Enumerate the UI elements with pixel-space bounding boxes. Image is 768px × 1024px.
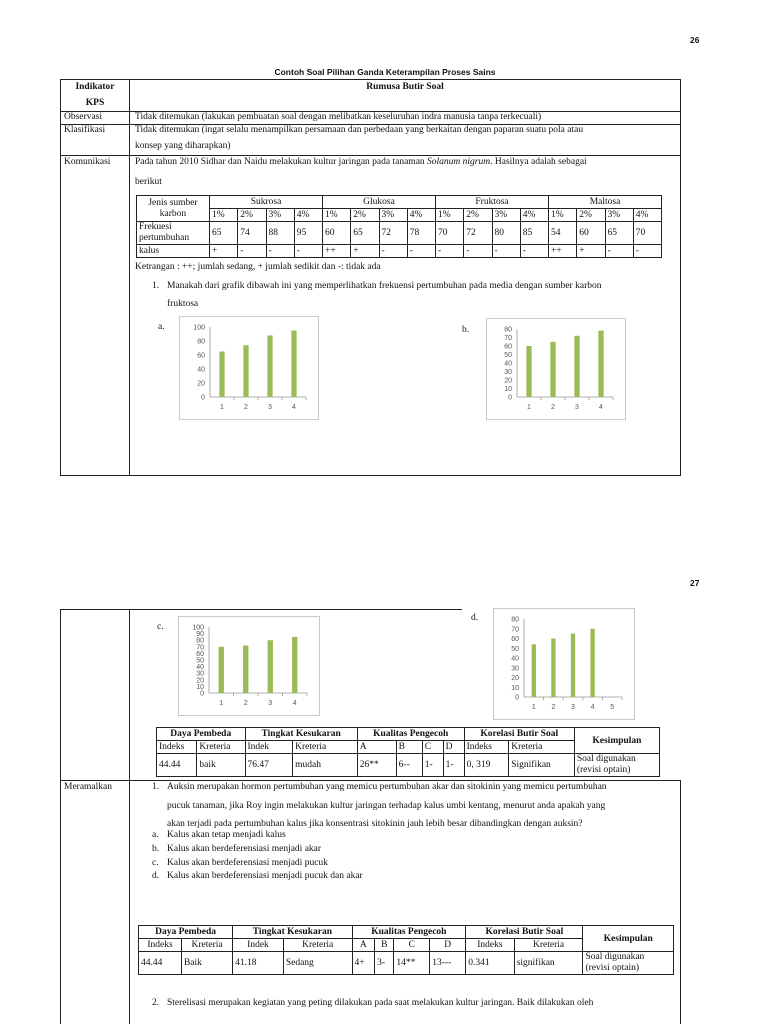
- value-indek: 76.47: [245, 754, 293, 777]
- sub-kreteria: Kreteria: [197, 741, 245, 754]
- kalus-value: -: [407, 245, 435, 258]
- cell-kalus: kalus: [137, 245, 210, 258]
- sub-d: D: [430, 939, 466, 952]
- row-label-komunikasi: Komunikasi: [64, 157, 111, 167]
- freq-value: 54: [549, 222, 577, 245]
- freq-value: 65: [210, 222, 238, 245]
- y-tick-label: 10: [196, 683, 204, 691]
- value-kreteria: signifikan: [514, 952, 583, 975]
- sub-b: B: [375, 939, 394, 952]
- x-tick-label: 2: [243, 700, 248, 707]
- value-indeks: 44.44: [139, 952, 182, 975]
- value-b: 6--: [396, 754, 422, 777]
- y-tick-label: 20: [196, 677, 204, 685]
- bar: [219, 352, 224, 398]
- y-tick-label: 70: [196, 644, 204, 652]
- y-tick-label: 80: [196, 637, 204, 645]
- kalus-value: ++: [323, 245, 351, 258]
- option-letter: c.: [152, 858, 159, 868]
- percent-cell: 4%: [633, 209, 661, 222]
- kalus-value: -: [520, 245, 548, 258]
- percent-cell: 3%: [492, 209, 520, 222]
- percent-cell: 1%: [436, 209, 464, 222]
- header-kualitas-pengecoh: Kualitas Pengecoh: [352, 926, 466, 939]
- option-letter: d.: [152, 871, 160, 881]
- y-tick-label: 50: [196, 657, 204, 665]
- y-tick-label: 60: [196, 650, 204, 658]
- y-tick-label: 40: [511, 655, 519, 663]
- group-header: Maltosa: [549, 196, 662, 209]
- y-tick-label: 70: [511, 626, 519, 634]
- value-indeks: 0, 319: [464, 754, 509, 777]
- chart-c: [178, 616, 320, 716]
- kalus-value: -: [266, 245, 294, 258]
- y-tick-label: 60: [504, 343, 512, 351]
- freq-value: 74: [238, 222, 266, 245]
- y-tick-label: 90: [196, 631, 204, 639]
- y-tick-label: 80: [504, 326, 512, 334]
- value-indeks: 0.341: [466, 952, 515, 975]
- kalus-value: -: [379, 245, 407, 258]
- sub-a: A: [357, 741, 396, 754]
- percent-cell: 3%: [379, 209, 407, 222]
- sub-b: B: [396, 741, 422, 754]
- question-meramalkan-line-3: akan terjadi pada pertumbuhan kalus jika konsentrasi sitokinin jauh lebih besar dibandingkan dengan auksin?: [167, 819, 583, 829]
- option-d-label: d.: [471, 613, 479, 623]
- x-tick-label: 1: [220, 404, 224, 411]
- value-a: 4+: [352, 952, 375, 975]
- sub-indeks: Indeks: [466, 939, 515, 952]
- sub-indek: Indek: [233, 939, 284, 952]
- chart-a: [179, 316, 319, 420]
- y-tick-label: 40: [197, 366, 205, 374]
- y-tick-label: 0: [515, 694, 519, 702]
- y-tick-label: 100: [192, 624, 204, 632]
- y-tick-label: 50: [504, 352, 512, 359]
- question-1-line-2: fruktosa: [167, 299, 199, 309]
- x-tick-label: 4: [590, 704, 595, 711]
- header-kesimpulan: Kesimpulan: [574, 728, 659, 754]
- sub-kreteria: Kreteria: [509, 741, 575, 754]
- percent-cell: 4%: [520, 209, 548, 222]
- percent-cell: 1%: [210, 209, 238, 222]
- value-indeks: 44.44: [157, 754, 197, 777]
- sub-indeks: Indeks: [139, 939, 182, 952]
- group-header: Glukosa: [323, 196, 436, 209]
- sub-indeks: Indeks: [464, 741, 509, 754]
- question-number: 1.: [152, 782, 160, 792]
- x-tick-label: 1: [531, 704, 536, 711]
- question-meramalkan-line-2: pucuk tanaman, jika Roy ingin melakukan kultur jaringan terhadap kalus umbi kentang, menurut anda apakah yang: [167, 801, 606, 811]
- freq-value: 70: [436, 222, 464, 245]
- row-text-komunikasi-2: berikut: [135, 177, 162, 187]
- freq-value: 65: [351, 222, 379, 245]
- x-tick-label: 3: [571, 704, 575, 711]
- value-kesimpulan: Soal digunakan (revisi optain): [574, 754, 659, 777]
- percent-cell: 2%: [351, 209, 379, 222]
- y-tick-label: 10: [504, 386, 512, 393]
- item-analysis-table-2: [138, 925, 674, 975]
- kalus-value: -: [294, 245, 322, 258]
- sub-kreteria: Kreteria: [181, 939, 232, 952]
- y-tick-label: 10: [511, 684, 519, 692]
- header-tingkat-kesukaran: Tingkat Kesukaran: [233, 926, 352, 939]
- x-tick-label: 3: [575, 404, 579, 411]
- y-tick-label: 60: [511, 636, 519, 643]
- group-header: Fruktosa: [436, 196, 549, 209]
- kalus-value: ++: [549, 245, 577, 258]
- bar: [590, 629, 594, 697]
- page-number: 26: [690, 35, 700, 45]
- y-tick-label: 30: [196, 670, 204, 678]
- row-text-klasifikasi-2: konsep yang diharapkan): [135, 141, 231, 151]
- document-title: Contoh Soal Pilihan Ganda Keterampilan Proses Sains: [274, 67, 496, 77]
- freq-value: 70: [633, 222, 661, 245]
- kalus-value: -: [238, 245, 266, 258]
- percent-cell: 1%: [549, 209, 577, 222]
- option-text: Kalus akan berdeferensiasi menjadi pucuk: [167, 858, 328, 868]
- value-kreteria: Sedang: [283, 952, 352, 975]
- freq-value: 72: [379, 222, 407, 245]
- value-d: 13---: [430, 952, 466, 975]
- value-b: 3-: [375, 952, 394, 975]
- cell-frekuensi: Frekuesi pertumbuhan: [137, 222, 210, 245]
- bar: [574, 336, 579, 397]
- row-text-observasi: Tidak ditemukan (lakukan pembuatan soal dengan melibatkan keseluruhan indra manusia tanpa terkecuali): [135, 112, 542, 122]
- question-meramalkan-line-1: Auksin merupakan hormon pertumbuhan yang memicu pertumbuhan akar dan sitokinin yang memicu pertumbuhan: [167, 782, 607, 792]
- option-text: Kalus akan tetap menjadi kalus: [167, 830, 286, 840]
- value-kreteria: Baik: [181, 952, 232, 975]
- x-tick-label: 1: [219, 700, 224, 707]
- bar: [243, 645, 248, 693]
- y-tick-label: 0: [508, 394, 512, 402]
- freq-value: 60: [577, 222, 605, 245]
- value-kesimpulan: Soal digunakan (revisi optain): [583, 952, 674, 975]
- bar: [598, 331, 603, 397]
- sub-a: A: [352, 939, 375, 952]
- sub-indeks: Indeks: [157, 741, 197, 754]
- page-number: 27: [690, 578, 700, 588]
- y-tick-label: 70: [504, 335, 512, 342]
- y-tick-label: 80: [511, 616, 519, 624]
- x-tick-label: 2: [551, 404, 555, 411]
- header-daya-pembeda: Daya Pembeda: [139, 926, 233, 939]
- header-korelasi: Korelasi Butir Soal: [466, 926, 583, 939]
- freq-value: 60: [323, 222, 351, 245]
- y-tick-label: 50: [511, 645, 519, 653]
- freq-value: 78: [407, 222, 435, 245]
- x-tick-label: 5: [610, 704, 615, 711]
- option-c-label: c.: [157, 622, 164, 632]
- percent-cell: 1%: [323, 209, 351, 222]
- option-letter: a.: [152, 830, 159, 840]
- percent-cell: 4%: [407, 209, 435, 222]
- freq-value: 85: [520, 222, 548, 245]
- y-tick-label: 30: [511, 665, 519, 673]
- row-text-klasifikasi-1: Tidak ditemukan (ingat selalu menampilkan persamaan dan perbedaan yang berkaitan dengan paparan suatu pola atau: [135, 125, 584, 135]
- y-tick-label: 40: [196, 664, 204, 672]
- header-kesimpulan: Kesimpulan: [583, 926, 674, 952]
- option-letter: b.: [152, 844, 160, 854]
- cell-jenis-sumber: Jenis sumber karbon: [137, 196, 210, 222]
- x-tick-label: 1: [527, 404, 531, 411]
- chart-d: [493, 608, 635, 720]
- group-header: Sukrosa: [210, 196, 323, 209]
- x-tick-label: 3: [268, 404, 272, 411]
- value-c: 14**: [394, 952, 430, 975]
- question-number: 1.: [152, 281, 160, 291]
- bar: [571, 634, 575, 697]
- y-tick-label: 30: [504, 369, 512, 376]
- percent-cell: 2%: [238, 209, 266, 222]
- header-kps: KPS: [85, 98, 105, 108]
- value-a: 26**: [357, 754, 396, 777]
- row-label-observasi: Observasi: [64, 112, 102, 122]
- bar: [292, 637, 297, 693]
- kalus-value: +: [351, 245, 379, 258]
- row-text-komunikasi-1: Pada tahun 2010 Sidhar dan Naidu melakukan kultur jaringan pada tanaman Solanum nigrum. Hasilnya adalah sebagai: [135, 157, 587, 167]
- bar: [532, 644, 536, 697]
- x-tick-label: 3: [268, 700, 273, 707]
- percent-cell: 4%: [294, 209, 322, 222]
- kalus-value: -: [464, 245, 492, 258]
- option-a-label: a.: [158, 322, 165, 332]
- freq-value: 95: [294, 222, 322, 245]
- y-tick-label: 40: [504, 360, 512, 368]
- kalus-value: -: [605, 245, 633, 258]
- freq-value: 65: [605, 222, 633, 245]
- x-tick-label: 2: [551, 704, 556, 711]
- option-text: Kalus akan berdeferensiasi menjadi akar: [167, 844, 322, 854]
- question-1-line-1: Manakah dari grafik dibawah ini yang memperlihatkan frekuensi pertumbuhan pada media dengan sumber karbon: [167, 281, 602, 291]
- value-kreteria: baik: [197, 754, 245, 777]
- percent-cell: 3%: [605, 209, 633, 222]
- percent-cell: 2%: [577, 209, 605, 222]
- freq-value: 72: [464, 222, 492, 245]
- carbon-source-table: [136, 195, 662, 258]
- bar: [268, 640, 273, 693]
- x-tick-label: 4: [292, 700, 297, 707]
- sub-d: D: [443, 741, 464, 754]
- header-tingkat-kesukaran: Tingkat Kesukaran: [245, 728, 357, 741]
- kalus-value: -: [492, 245, 520, 258]
- header-indikator: Indikator: [75, 82, 115, 92]
- value-d: 1-: [443, 754, 464, 777]
- freq-value: 80: [492, 222, 520, 245]
- sub-kreteria: Kreteria: [293, 741, 358, 754]
- sub-kreteria: Kreteria: [514, 939, 583, 952]
- y-tick-label: 80: [197, 338, 205, 346]
- x-tick-label: 4: [599, 404, 603, 411]
- kalus-value: -: [633, 245, 661, 258]
- bar: [219, 647, 224, 693]
- y-tick-label: 60: [197, 352, 205, 360]
- x-tick-label: 2: [244, 404, 248, 411]
- question-2-text: Sterelisasi merupakan kegiatan yang peting dilakukan pada saat melakukan kultur jaringan. Baik dilakukan oleh: [167, 998, 594, 1008]
- bar: [291, 331, 296, 398]
- percent-cell: 3%: [266, 209, 294, 222]
- keterangan: Ketrangan : ++; jumlah sedang, + jumlah sedikit dan -: tidak ada: [135, 262, 381, 272]
- x-tick-label: 4: [292, 404, 296, 411]
- sub-indek: Indek: [245, 741, 293, 754]
- question-number: 2.: [152, 998, 160, 1008]
- option-text: Kalus akan berdeferensiasi menjadi pucuk dan akar: [167, 871, 363, 881]
- bar: [243, 345, 248, 397]
- y-tick-label: 100: [193, 324, 205, 332]
- percent-cell: 2%: [464, 209, 492, 222]
- value-kreteria: Signifikan: [509, 754, 575, 777]
- bar: [550, 342, 555, 397]
- y-tick-label: 0: [200, 690, 204, 698]
- item-analysis-table-1: [156, 727, 660, 777]
- row-label-klasifikasi: Klasifikasi: [64, 125, 106, 135]
- freq-value: 88: [266, 222, 294, 245]
- bar: [526, 346, 531, 397]
- sub-c: C: [394, 939, 430, 952]
- bar: [267, 335, 272, 397]
- sub-kreteria: Kreteria: [283, 939, 352, 952]
- kalus-value: +: [577, 245, 605, 258]
- value-c: 1-: [422, 754, 443, 777]
- kalus-value: -: [436, 245, 464, 258]
- header-daya-pembeda: Daya Pembeda: [157, 728, 246, 741]
- chart-b: [486, 318, 626, 420]
- header-kualitas-pengecoh: Kualitas Pengecoh: [357, 728, 464, 741]
- header-korelasi: Korelasi Butir Soal: [464, 728, 574, 741]
- bar: [551, 639, 555, 698]
- value-indek: 41.18: [233, 952, 284, 975]
- y-tick-label: 20: [511, 675, 519, 682]
- y-tick-label: 0: [201, 394, 205, 402]
- y-tick-label: 20: [197, 380, 205, 388]
- row-label-meramalkan: Meramalkan: [64, 782, 113, 792]
- header-rumusan-butir-soal: Rumusa Butir Soal: [366, 82, 444, 92]
- sub-c: C: [422, 741, 443, 754]
- kalus-value: +: [210, 245, 238, 258]
- value-kreteria: mudah: [293, 754, 358, 777]
- option-b-label: b.: [462, 325, 470, 335]
- y-tick-label: 20: [504, 377, 512, 385]
